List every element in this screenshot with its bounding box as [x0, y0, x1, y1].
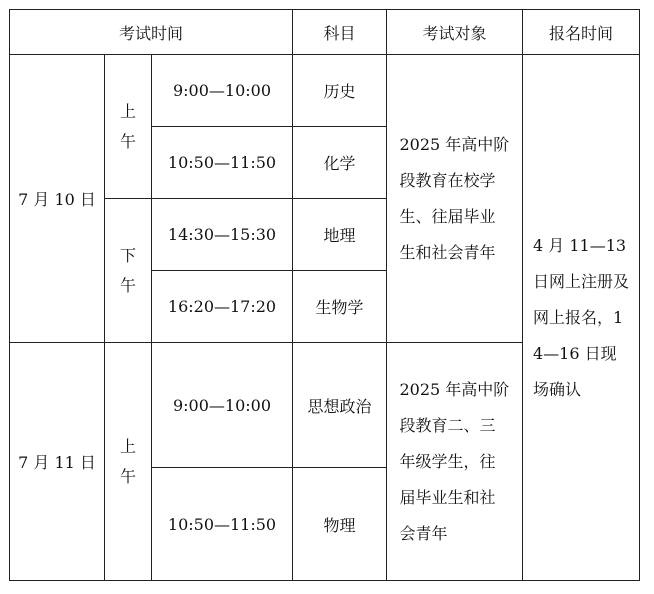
subject-cell: 物理: [293, 468, 387, 581]
subject-cell: 思想政治: [293, 343, 387, 468]
subject-cell: 化学: [293, 127, 387, 199]
time-cell: 10:50—11:50: [152, 468, 293, 581]
target-cell: [387, 55, 523, 343]
period-cell: [105, 55, 152, 199]
date-cell: 7 月 11 日: [10, 343, 105, 581]
time-cell: 9:00—10:00: [152, 343, 293, 468]
period-cell: [105, 343, 152, 581]
date-cell: 7 月 10 日: [10, 55, 105, 343]
time-cell: 9:00—10:00: [152, 55, 293, 127]
registration-text: 4 月 11—13 日网上注册及网上报名，14—16 日现场确认: [533, 235, 630, 399]
target-text: 2025 年高中阶段教育二、三年级学生，往届毕业生和社会青年: [399, 379, 510, 543]
time-cell: 10:50—11:50: [152, 127, 293, 199]
target-text: 2025 年高中阶段教育在校学生、往届毕业生和社会青年: [399, 134, 510, 262]
table-row: [10, 55, 640, 127]
period-label: 上午: [119, 436, 136, 486]
header-exam-time: 考试时间: [10, 10, 293, 55]
period-cell: [105, 199, 152, 343]
exam-schedule-table: [9, 9, 640, 581]
registration-cell: [523, 55, 640, 581]
header-target: 考试对象: [387, 10, 523, 55]
subject-cell: 生物学: [293, 271, 387, 343]
table-header-row: [10, 10, 640, 55]
period-label: 下午: [119, 245, 136, 295]
header-registration-time: 报名时间: [523, 10, 640, 55]
period-label: 上午: [119, 101, 136, 151]
time-cell: 14:30—15:30: [152, 199, 293, 271]
subject-cell: 历史: [293, 55, 387, 127]
target-cell: [387, 343, 523, 581]
header-subject: 科目: [293, 10, 387, 55]
subject-cell: 地理: [293, 199, 387, 271]
time-cell: 16:20—17:20: [152, 271, 293, 343]
